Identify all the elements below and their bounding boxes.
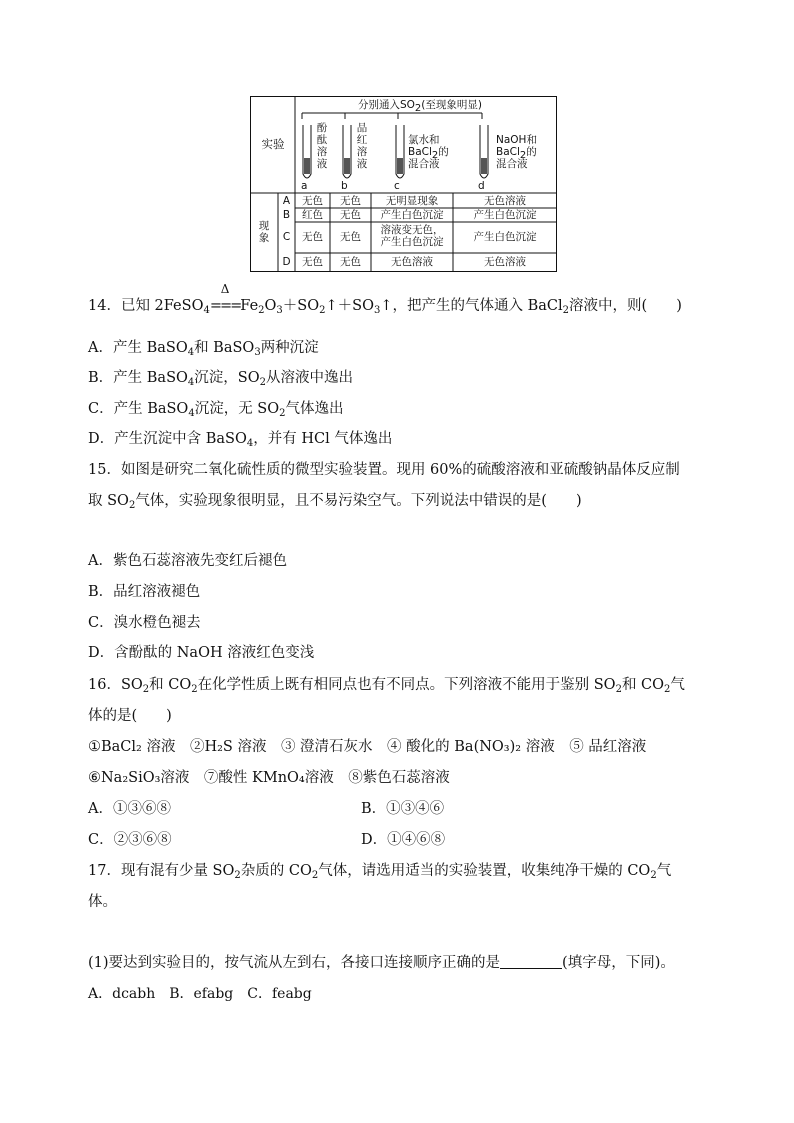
q16-option-c[interactable]: C．②③⑥⑧ — [88, 832, 172, 848]
q16-solutions-line2: ⑥Na₂SiO₃溶液 ⑦酸性 KMnO₄溶液 ⑧紫色石蕊溶液 — [88, 770, 450, 786]
row-key: C — [282, 231, 291, 243]
table-cell: 无色 — [302, 195, 323, 207]
q15-option-c[interactable]: C．溴水橙色褪去 — [88, 615, 201, 631]
tube-letter-a: a — [301, 180, 308, 192]
table-cell: 无色 — [340, 256, 361, 268]
q17-sub1: (1)要达到实验目的，按气流从左到右，各接口连接顺序正确的是 (填字母，下同)。 — [88, 955, 675, 971]
q16-option-a[interactable]: A．①③⑥⑧ — [88, 801, 171, 817]
tube-d-label: NaOH和 BaCl$_2$的 混合液 — [496, 134, 537, 170]
row-key: D — [282, 256, 291, 268]
q16-stem-line2: 体的是( ) — [88, 708, 172, 724]
table-cell: 无明显现象 — [385, 195, 439, 207]
q17-sub1-options[interactable]: A．dcabh B．efabg C．feabg — [88, 986, 312, 1002]
table-cell: 产生白色沉淀 — [380, 209, 444, 221]
q14-option-c[interactable]: C．产生 BaSO$_4$沉淀，无 $SO_2$气体逸出 — [88, 401, 344, 419]
tube-letter-c: c — [394, 180, 400, 192]
q16-option-d[interactable]: D．①④⑥⑧ — [361, 832, 446, 848]
q14-option-a[interactable]: A．产生 BaSO$_4$和 BaSO$_3$两种沉淀 — [88, 340, 319, 358]
table-caption: 分别通入$SO_2$(至现象明显) — [357, 99, 482, 114]
table-side-label: 现象 — [258, 220, 270, 244]
q14-option-d[interactable]: D．产生沉淀中含 BaSO$_4$，并有 HCl 气体逸出 — [88, 431, 393, 449]
q14-option-b[interactable]: B．产生 BaSO$_4$沉淀，$SO_2$从溶液中逸出 — [88, 370, 353, 388]
table-cell: 无色溶液 — [484, 195, 526, 207]
tube-a-label: 酚酞溶液 — [316, 122, 328, 170]
q16-stem-line1: 16．$SO_2$和 $CO_2$在化学性质上既有相同点也有不同点。下列溶液不能用于鉴别 $SO_2$和 $CO_2$气 — [88, 677, 685, 695]
table-cell: 无色溶液 — [391, 256, 433, 268]
q15-stem-line2: 取 $SO_2$气体，实验现象很明显，且不易污染空气。下列说法中错误的是( ) — [88, 493, 582, 511]
q16-solutions-line1: ①BaCl₂ 溶液 ②H₂S 溶液 ③ 澄清石灰水 ④ 酸化的 Ba(NO₃)₂ 溶液 ⑤ 品红溶液 — [88, 739, 647, 755]
row-key: B — [282, 209, 291, 221]
q15-stem-line1: 15．如图是研究二氧化硫性质的微型实验装置。现用 60%的硫酸溶液和亚硫酸钠晶体反应制 — [88, 462, 680, 478]
experiment-table — [250, 96, 557, 272]
table-cell: 产生白色沉淀 — [473, 209, 537, 221]
table-cell: 无色 — [340, 231, 361, 243]
table-cell: 无色溶液 — [484, 256, 526, 268]
q15-option-d[interactable]: D．含酚酞的 NaOH 溶液红色变浅 — [88, 645, 315, 661]
q17-stem-line1: 17．现有混有少量 $SO_2$杂质的 $CO_2$气体，请选用适当的实验装置，收集纯净干燥的 $CO_2$气 — [88, 863, 672, 881]
table-cell: 无色 — [340, 209, 361, 221]
table-cell: 无色 — [302, 256, 323, 268]
table-cell: 无色 — [302, 231, 323, 243]
q16-option-b[interactable]: B．①③④⑥ — [361, 801, 445, 817]
q17-stem-line2: 体。 — [88, 894, 117, 910]
tube-letter-d: d — [478, 180, 485, 192]
tube-letter-b: b — [341, 180, 348, 192]
table-cell: 无色 — [340, 195, 361, 207]
table-cell: 产生白色沉淀 — [473, 231, 537, 243]
heat-arrow: Δ === — [209, 282, 241, 314]
row-key: A — [282, 195, 291, 207]
table-header-label: 实验 — [261, 137, 285, 151]
q14-stem: 14．已知 2FeSO$_4$ Δ $===Fe_2O_3+SO_2↑+SO_3↑$，把产生的气体通入 BaCl$_2$溶液中，则( ) — [88, 282, 682, 316]
table-cell: 红色 — [302, 209, 323, 221]
answer-blank[interactable] — [500, 954, 562, 969]
tube-c-label: 氯水和 BaCl$_2$的 混合液 — [408, 134, 449, 170]
q15-option-b[interactable]: B．品红溶液褪色 — [88, 584, 201, 600]
tube-b-label: 品红溶液 — [356, 122, 368, 170]
q15-option-a[interactable]: A．紫色石蕊溶液先变红后褪色 — [88, 553, 287, 569]
table-cell: 溶液变无色， 产生白色沉淀 — [380, 224, 444, 248]
